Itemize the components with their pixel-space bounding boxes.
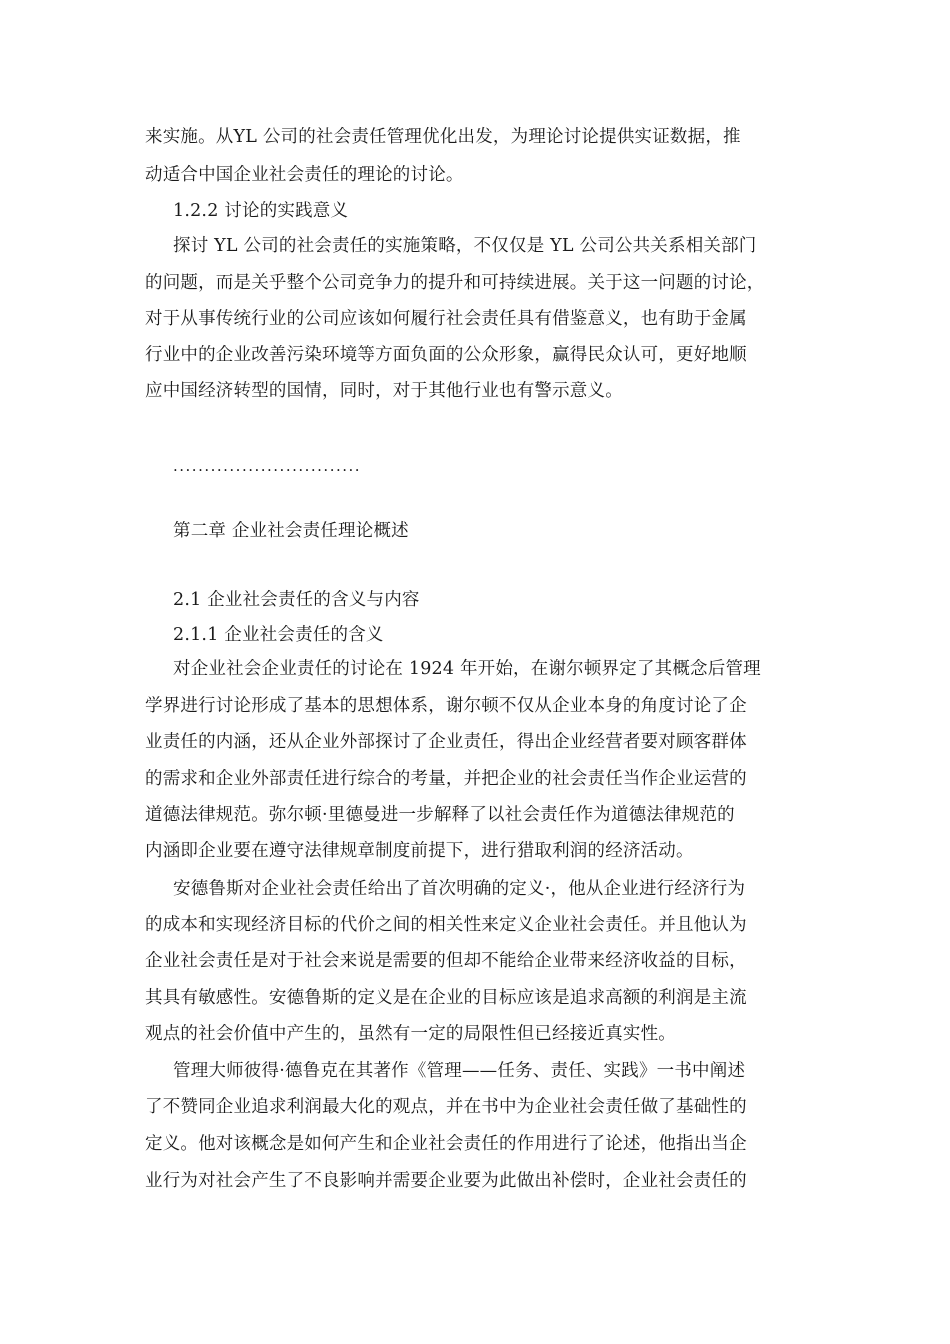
body-text-line: 动适合中国企业社会责任的理论的讨论。 xyxy=(145,165,464,185)
ellipsis-separator: .............................. xyxy=(173,457,362,475)
body-text-line: 企业社会责任是对于社会来说是需要的但却不能给企业带来经济收益的目标， xyxy=(145,951,747,971)
body-text-line: 的问题，而是关乎整个公司竞争力的提升和可持续进展。关于这一问题的讨论， xyxy=(145,273,765,293)
body-text-line: 对于从事传统行业的公司应该如何履行社会责任具有借鉴意义，也有助于金属 xyxy=(145,309,747,329)
body-text-line: 业责任的内涵，还从企业外部探讨了企业责任，得出企业经营者要对顾客群体 xyxy=(145,732,747,752)
body-text-line: 内涵即企业要在遵守法律规章制度前提下，进行猎取利润的经济活动。 xyxy=(145,841,694,861)
body-text-line: 来实施。从YL 公司的社会责任管理优化出发，为理论讨论提供实证数据，推 xyxy=(145,127,741,147)
body-text-line: 观点的社会价值中产生的，虽然有一定的局限性但已经接近真实性。 xyxy=(145,1024,676,1044)
body-text-line: 道德法律规范。弥尔顿·里德曼进一步解释了以社会责任作为道德法律规范的 xyxy=(145,805,735,825)
section-heading: 2.1 企业社会责任的含义与内容 xyxy=(173,590,420,610)
subsection-heading: 1.2.2 讨论的实践意义 xyxy=(173,201,349,221)
paragraph-first-line: 安德鲁斯对企业社会责任给出了首次明确的定义·，他从企业进行经济行为 xyxy=(173,879,746,899)
body-text-line: 业行为对社会产生了不良影响并需要企业要为此做出补偿时，企业社会责任的 xyxy=(145,1171,747,1191)
paragraph-first-line: 探讨 YL 公司的社会责任的实施策略，不仅仅是 YL 公司公共关系相关部门 xyxy=(173,236,757,256)
body-text-line: 行业中的企业改善污染环境等方面负面的公众形象，赢得民众认可，更好地顺 xyxy=(145,345,747,365)
paragraph-first-line: 管理大师彼得·德鲁克在其著作《管理——任务、责任、实践》一书中阐述 xyxy=(173,1061,746,1081)
body-text-line: 学界进行讨论形成了基本的思想体系，谢尔顿不仅从企业本身的角度讨论了企 xyxy=(145,696,747,716)
subsection-heading: 2.1.1 企业社会责任的含义 xyxy=(173,625,384,645)
body-text-line: 应中国经济转型的国情，同时，对于其他行业也有警示意义。 xyxy=(145,381,623,401)
body-text-line: 其具有敏感性。安德鲁斯的定义是在企业的目标应该是追求高额的利润是主流 xyxy=(145,988,747,1008)
chapter-heading: 第二章 企业社会责任理论概述 xyxy=(173,521,409,541)
body-text-line: 定义。他对该概念是如何产生和企业社会责任的作用进行了论述，他指出当企 xyxy=(145,1134,747,1154)
body-text-line: 的需求和企业外部责任进行综合的考量，并把企业的社会责任当作企业运营的 xyxy=(145,769,747,789)
paragraph-first-line: 对企业社会企业责任的讨论在 1924 年开始，在谢尔顿界定了其概念后管理 xyxy=(173,659,761,679)
body-text-line: 的成本和实现经济目标的代价之间的相关性来定义企业社会责任。并且他认为 xyxy=(145,915,747,935)
body-text-line: 了不赞同企业追求利润最大化的观点，并在书中为企业社会责任做了基础性的 xyxy=(145,1097,747,1117)
